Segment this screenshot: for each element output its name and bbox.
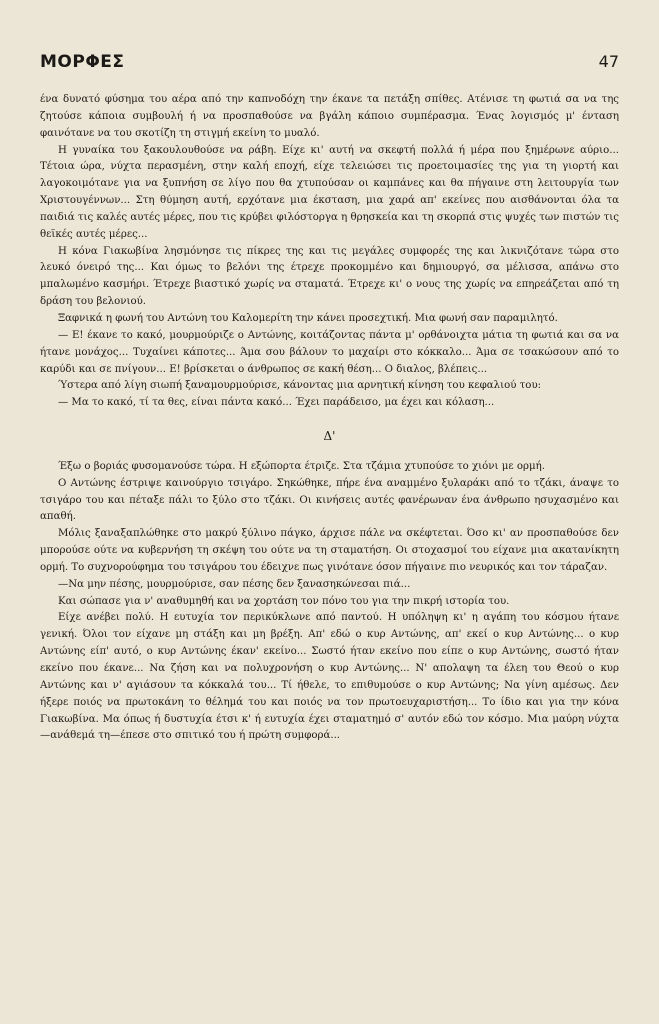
paragraph: —Να μην πέσης, μουρμούρισε, σαν πέσης δεν ξανασηκώνεσαι πιά...: [58, 578, 411, 590]
paragraph: — Ε! έκανε το κακό, μουρμούριζε ο Αντώνης, κοιτάζοντας πάντα μ' ορθάνοιχτα μάτια τη φωτιά και σα να ήτανε μονάχος... Τυχαίνει κάποτες... Άμα σου βάλουν το μαχαίρι στο κόκκαλο... Άμα σε τσακώσουν από το καρύδι και σε πνίγουν... Ε! βρίσκεται ο άνθρωπος σε κακή θέση... Ο διαλος, βλέπεις...: [40, 329, 619, 375]
paragraph: Έξω ο βοριάς φυσομανούσε τώρα. Η εξώπορτα έτριζε. Στα τζάμια χτυπούσε το χιόνι με ορμή.: [58, 460, 545, 472]
paragraph: Είχε ανέβει πολύ. Η ευτυχία τον περικύκλωνε από παντού. Η υπόληψη κι' η αγάπη του κόσμου ήτανε γενική. Όλοι τον είχανε μη στάξη και μη βρέξη. Απ' εδώ ο κυρ Αντώνης, απ' εκεί ο κυρ Αντώνης... ο κυρ Αντώνης είπ' αυτό, ο κυρ Αντώνης έκαν' εκείνο... Σωστό ήταν εκείνο που είπε ο κυρ Αντώνης, σωστό ήταν εκείνο που έκανε... Να ζήση και να πολυχρονήση ο κυρ Αντώνης... Ν' απολαψη τα έλεη του Θεού ο κυρ Αντώνης και ν' αγιάσουν τα κόκκαλά του... Τί ήθελε, το επιθυμούσε ο κυρ Αντώνης; Να γίνη αμέσως. Δεν ήξερε ποιός να πρωτοκάνη το θέλημά του και ποιός να τον πρωτοευχαριστήση... Το ίδιο και για την κόνα Γιακωβίνα. Μα όπως ή δυστυχία έτσι κ' ή ευτυχία έχει σταματημό σ' αυτόν εδώ τον κόσμο. Μια μαύρη νύχτα—ανάθεμά τη—έπεσε στο σπιτικό του ή πρώτη συμφορά...: [40, 612, 619, 742]
paragraph: Ξαφνικά η φωνή του Αντώνη του Καλομερίτη την κάνει προσεχτική. Μια φωνή σαν παραμιλητό.: [58, 312, 558, 324]
paragraph: Ο Αντώνης έστριψε καινούργιο τσιγάρο. Σηκώθηκε, πήρε ένα αναμμένο ξυλαράκι από το τζάκι, άναψε το τσιγάρο του και πέταξε πάλι το ξύλο στο τζάκι. Οι κινήσεις αυτές φανέρωναν ένα άνθρωπο ησυχασμένο και απαθή.: [40, 477, 619, 523]
paragraph: Ύστερα από λίγη σιωπή ξαναμουρμούρισε, κάνοντας μια αρνητική κίνηση του κεφαλιού του:: [58, 380, 542, 392]
journal-title: ΜΟΡΦΕΣ: [40, 52, 125, 72]
page-header: [40, 52, 619, 72]
paragraph: Η γυναίκα του ξακουλουθούσε να ράβη. Είχε κι' αυτή να σκεφτή πολλά ή μέρα που ξημέρωνε αύριο... Τέτοια ώρα, νύχτα περασμένη, στην καλή εποχή, είχε τελειώσει τις προετοιμασίες της για τη γιορτή και λαγοκοιμότανε για να ξυπνήση σε λίγο που θα χτυπούσαν οι καμπάνες και θα πήγαινε στη λειτουργία των Χριστουγέννων... Στη θύμηση αυτή, ερχότανε μια έκσταση, μια χαρά απ' εκείνες που αισθάνονται όλα τα παιδιά τις καλές αυτές μέρες, που τις κρύβει φιλόστοργα η θρησκεία και τη σκορπά στις ψυχές των πιστών τις θεϊκές αυτές μέρες...: [40, 144, 619, 240]
paragraph: ένα δυνατό φύσημα του αέρα από την καπνοδόχη την έκανε τα πετάξη σπίθες. Ατένισε τη φωτιά σα να της ζητούσε κάποια συμβουλή ή να προσπαθούσε να βγάλη κάποιο συμπέρασμα. Ένας λογισμός μ' ένταση φαινότανε να του σκοτίζη τη στιγμή εκείνη το μυαλό.: [40, 94, 619, 139]
section-number: Δ': [323, 429, 336, 444]
article-body: [40, 92, 619, 745]
paragraph: — Μα το κακό, τί τα θες, είναι πάντα κακό... Έχει παράδεισο, μα έχει και κόλαση...: [58, 397, 495, 409]
paragraph: Η κόνα Γιακωβίνα λησμόνησε τις πίκρες της και τις μεγάλες συμφορές της και λικνιζότανε τώρα στο λευκό όνειρό της... Και όμως το βελόνι της έτρεχε προκομμένο και δημιουργό, σα μέλισσα, απάνω στο μπαλωμένο κασμήρι. Έτρεχε βιαστικό χωρίς να σταματά. Έτρεχε κι' ο νους της χωρίς να επηρεάζεται από τη δράση του βελονιού.: [40, 245, 619, 308]
page-number: 47: [598, 52, 619, 71]
paragraph: Μόλις ξαναξαπλώθηκε στο μακρύ ξύλινο πάγκο, άρχισε πάλε να σκέφτεται. Όσο κι' αν προσπαθούσε δεν μπορούσε ούτε να κυβερνήση τη σκέψη του ούτε να τη σταματήση. Οι στοχασμοί του είχανε μια ακατανίκητη ορμή. Το συχνορούφημα του τσιγάρου του έδειχνε πως γινότανε όσον πήγαινε πιο νευρικός και τον τάραζαν.: [40, 528, 619, 573]
paragraph: Και σώπασε για ν' αναθυμηθή και να χορτάση τον πόνο του για την πικρή ιστορία του.: [58, 595, 510, 607]
